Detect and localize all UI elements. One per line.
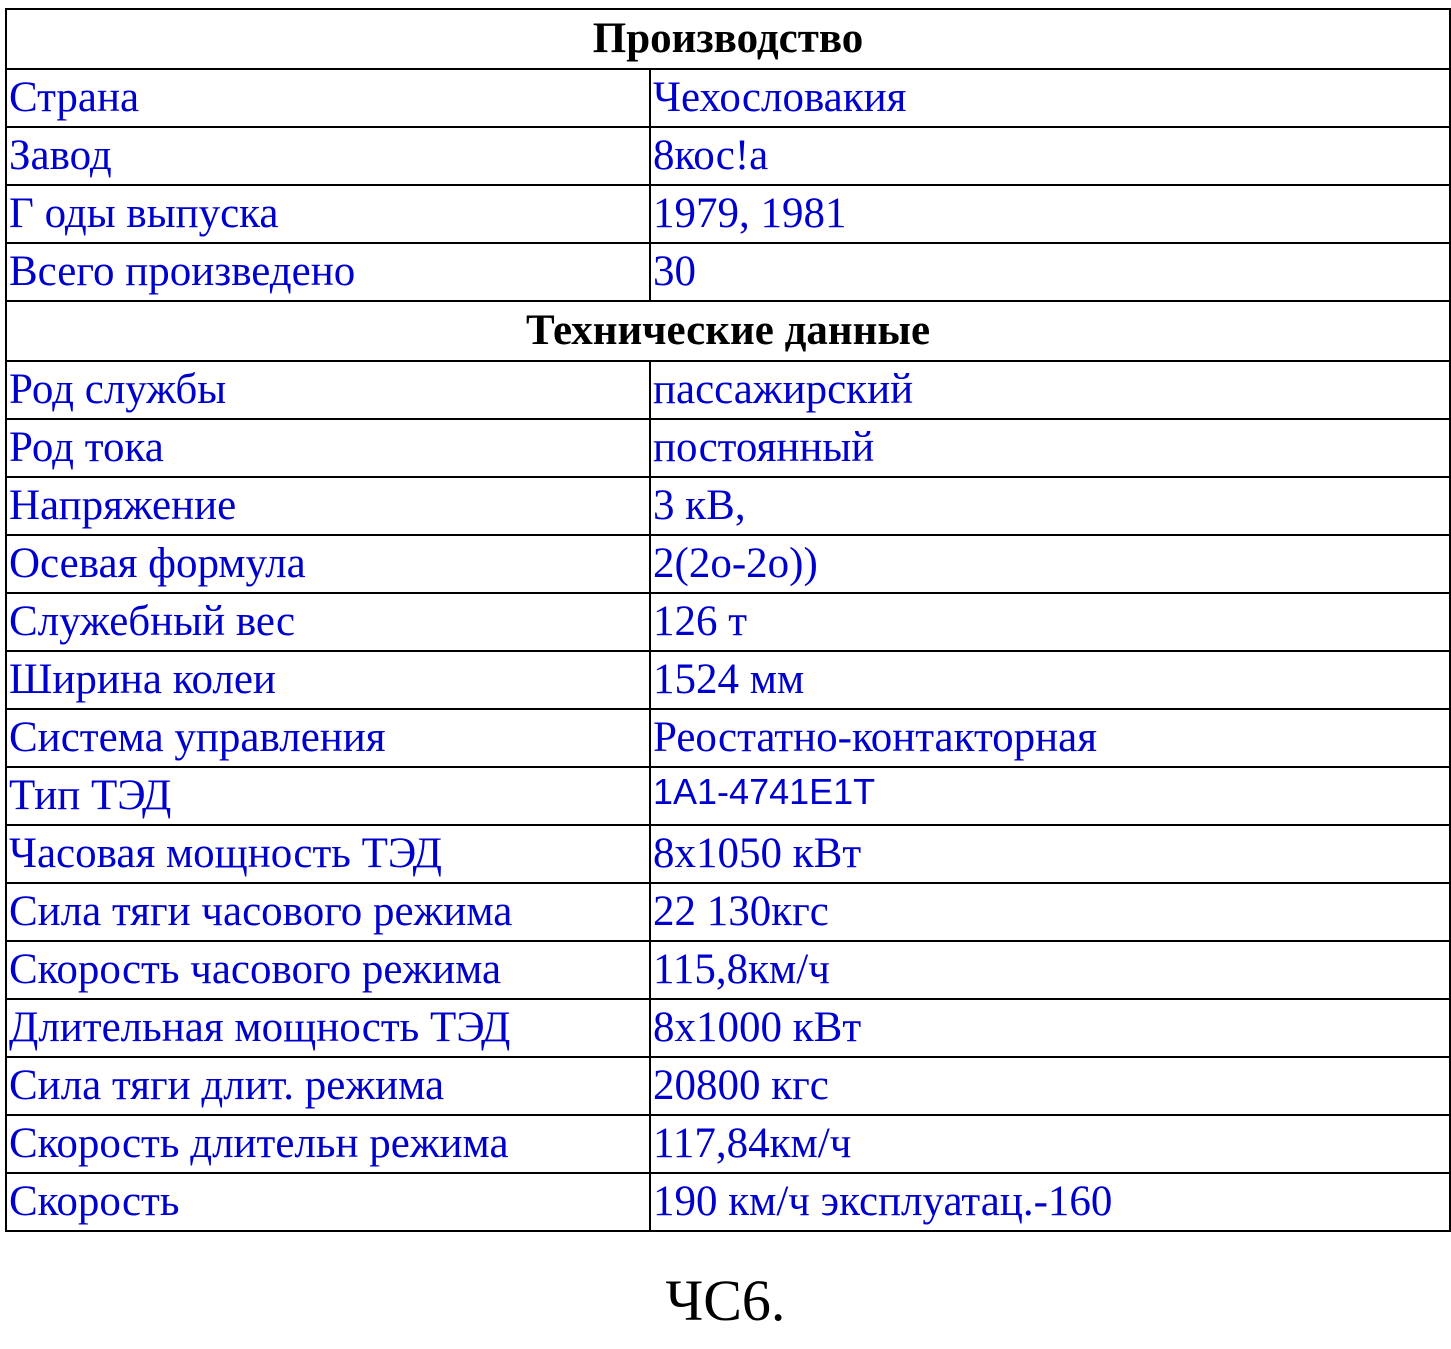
table-row bbox=[6, 709, 1450, 767]
row-label: Сила тяги длит. режима bbox=[6, 1057, 650, 1115]
table-row bbox=[6, 535, 1450, 593]
table-row bbox=[6, 941, 1450, 999]
table-row bbox=[6, 651, 1450, 709]
row-label: Скорость длительн режима bbox=[6, 1115, 650, 1173]
row-label: Служебный вес bbox=[6, 593, 650, 651]
table-row bbox=[6, 243, 1450, 301]
row-label: Ширина колеи bbox=[6, 651, 650, 709]
table-row bbox=[6, 419, 1450, 477]
table-row bbox=[6, 593, 1450, 651]
row-value: 117,84км/ч bbox=[650, 1115, 1450, 1173]
row-value: Реостатно-контакторная bbox=[650, 709, 1450, 767]
table-row bbox=[6, 477, 1450, 535]
section-heading-technical: Технические данные bbox=[6, 301, 1450, 361]
row-label: Завод bbox=[6, 127, 650, 185]
row-label: Осевая формула bbox=[6, 535, 650, 593]
table-row bbox=[6, 361, 1450, 419]
caption: ЧС6. bbox=[665, 1268, 786, 1333]
section-row-technical bbox=[6, 301, 1450, 361]
row-label: Род тока bbox=[6, 419, 650, 477]
row-value: постоянный bbox=[650, 419, 1450, 477]
spec-table bbox=[5, 8, 1451, 1232]
table-row bbox=[6, 1057, 1450, 1115]
row-value: 1979, 1981 bbox=[650, 185, 1450, 243]
row-value: 1524 мм bbox=[650, 651, 1450, 709]
section-row-production bbox=[6, 9, 1450, 69]
row-label: Длительная мощность ТЭД bbox=[6, 999, 650, 1057]
row-value: 3 кВ, bbox=[650, 477, 1450, 535]
row-value: 115,8км/ч bbox=[650, 941, 1450, 999]
row-value: 8кос!а bbox=[650, 127, 1450, 185]
table-row bbox=[6, 1173, 1450, 1231]
table-row bbox=[6, 185, 1450, 243]
row-label: Напряжение bbox=[6, 477, 650, 535]
row-value: 2(2о-2о)) bbox=[650, 535, 1450, 593]
row-label: Скорость часового режима bbox=[6, 941, 650, 999]
row-value: пассажирский bbox=[650, 361, 1450, 419]
row-value: 8х1000 кВт bbox=[650, 999, 1450, 1057]
row-label: Род службы bbox=[6, 361, 650, 419]
row-label: Скорость bbox=[6, 1173, 650, 1231]
row-value: 22 130кгс bbox=[650, 883, 1450, 941]
row-label: Г оды выпуска bbox=[6, 185, 650, 243]
row-label: Часовая мощность ТЭД bbox=[6, 825, 650, 883]
section-heading-production: Производство bbox=[6, 9, 1450, 69]
row-label: Система управления bbox=[6, 709, 650, 767]
table-row bbox=[6, 69, 1450, 127]
row-label: Всего произведено bbox=[6, 243, 650, 301]
table-row bbox=[6, 883, 1450, 941]
table-row bbox=[6, 825, 1450, 883]
row-value: 8х1050 кВт bbox=[650, 825, 1450, 883]
row-value: Чехословакия bbox=[650, 69, 1450, 127]
table-row bbox=[6, 1115, 1450, 1173]
table-row bbox=[6, 127, 1450, 185]
row-value: 190 км/ч эксплуатац.-160 bbox=[650, 1173, 1450, 1231]
row-value: 126 т bbox=[650, 593, 1450, 651]
row-label: Сила тяги часового режима bbox=[6, 883, 650, 941]
table-row bbox=[6, 767, 1450, 825]
row-label: Страна bbox=[6, 69, 650, 127]
row-value: 1А1-4741Е1Т bbox=[650, 767, 1450, 825]
row-value: 30 bbox=[650, 243, 1450, 301]
table-row bbox=[6, 999, 1450, 1057]
row-value: 20800 кгс bbox=[650, 1057, 1450, 1115]
row-label: Тип ТЭД bbox=[6, 767, 650, 825]
